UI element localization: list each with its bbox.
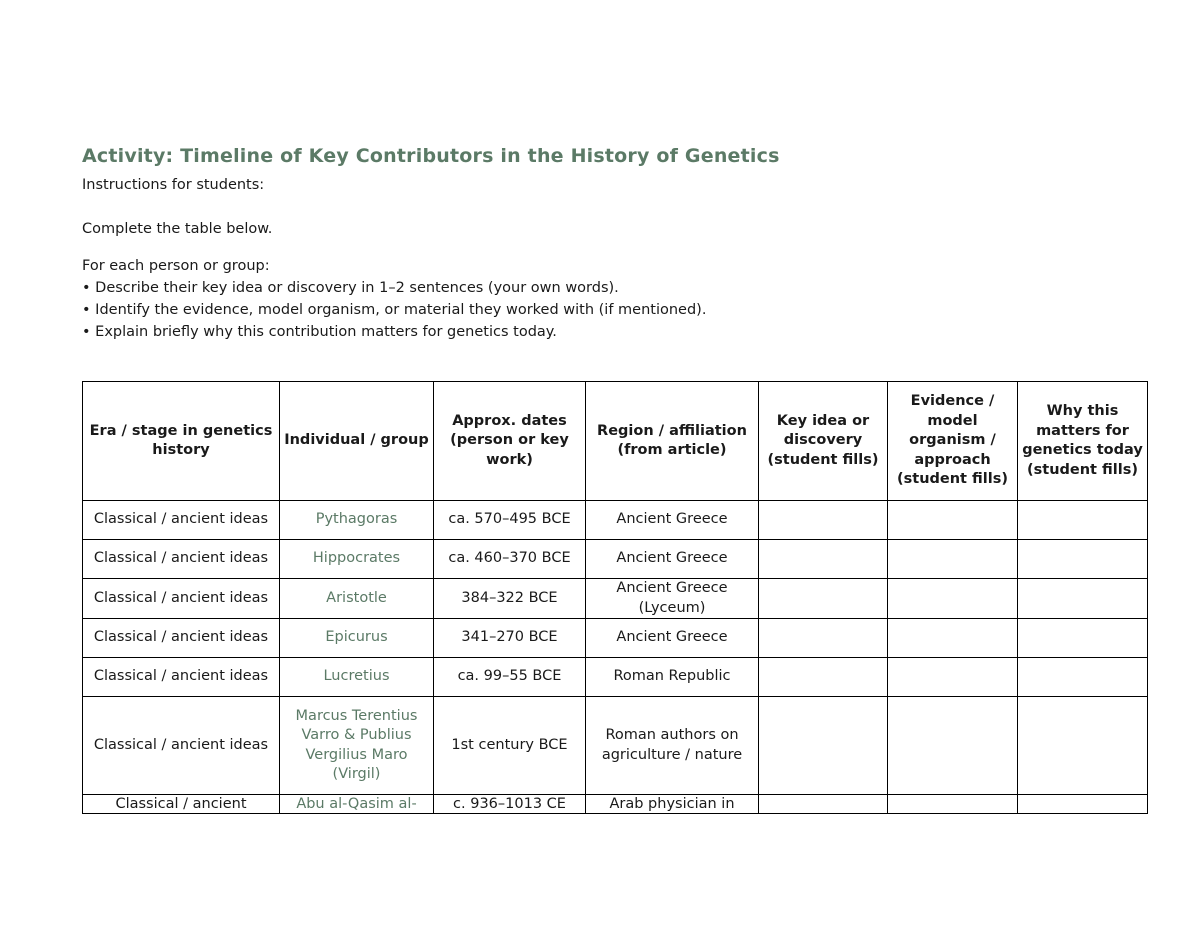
table-row bbox=[83, 619, 1148, 658]
complete-table-instruction: Complete the table below. bbox=[82, 221, 273, 237]
region-cell: Ancient Greece (Lyceum) bbox=[586, 579, 759, 619]
key-idea-cell[interactable] bbox=[759, 619, 888, 658]
evidence-cell[interactable] bbox=[888, 579, 1018, 619]
individual-cell: Hippocrates bbox=[280, 540, 434, 579]
key-idea-cell[interactable] bbox=[759, 579, 888, 619]
activity-title: Activity: Timeline of Key Contributors in the History of Genetics bbox=[82, 145, 780, 167]
era-cell: Classical / ancient ideas bbox=[83, 501, 280, 540]
region-cell: Ancient Greece bbox=[586, 540, 759, 579]
why-matters-cell[interactable] bbox=[1018, 795, 1148, 814]
table-row bbox=[83, 795, 1148, 814]
for-each-instruction: For each person or group: bbox=[82, 258, 270, 274]
individual-cell: Abu al-Qasim al- bbox=[280, 795, 434, 814]
table-row bbox=[83, 501, 1148, 540]
why-matters-cell[interactable] bbox=[1018, 658, 1148, 697]
era-cell: Classical / ancient ideas bbox=[83, 619, 280, 658]
dates-cell: ca. 99–55 BCE bbox=[434, 658, 586, 697]
instruction-bullet: • Explain briefly why this contribution matters for genetics today. bbox=[82, 324, 557, 340]
evidence-cell[interactable] bbox=[888, 658, 1018, 697]
header-evidence: Evidence / model organism / approach (student fills) bbox=[888, 382, 1018, 501]
evidence-cell[interactable] bbox=[888, 697, 1018, 795]
header-dates: Approx. dates (person or key work) bbox=[434, 382, 586, 501]
why-matters-cell[interactable] bbox=[1018, 540, 1148, 579]
evidence-cell[interactable] bbox=[888, 619, 1018, 658]
evidence-cell[interactable] bbox=[888, 795, 1018, 814]
individual-cell: Marcus Terentius Varro & Publius Vergilius Maro (Virgil) bbox=[280, 697, 434, 795]
region-cell: Roman authors on agriculture / nature bbox=[586, 697, 759, 795]
individual-cell: Pythagoras bbox=[280, 501, 434, 540]
dates-cell: 384–322 BCE bbox=[434, 579, 586, 619]
individual-cell: Lucretius bbox=[280, 658, 434, 697]
why-matters-cell[interactable] bbox=[1018, 619, 1148, 658]
dates-cell: ca. 460–370 BCE bbox=[434, 540, 586, 579]
era-cell: Classical / ancient ideas bbox=[83, 697, 280, 795]
era-cell: Classical / ancient ideas bbox=[83, 540, 280, 579]
instructions-heading: Instructions for students: bbox=[82, 177, 265, 193]
header-key-idea: Key idea or discovery (student fills) bbox=[759, 382, 888, 501]
key-idea-cell[interactable] bbox=[759, 540, 888, 579]
instruction-bullet: • Describe their key idea or discovery in 1–2 sentences (your own words). bbox=[82, 280, 619, 296]
header-why-matters: Why this matters for genetics today (student fills) bbox=[1018, 382, 1148, 501]
why-matters-cell[interactable] bbox=[1018, 501, 1148, 540]
evidence-cell[interactable] bbox=[888, 540, 1018, 579]
individual-cell: Epicurus bbox=[280, 619, 434, 658]
era-cell: Classical / ancient bbox=[83, 795, 280, 814]
key-idea-cell[interactable] bbox=[759, 795, 888, 814]
table-row bbox=[83, 540, 1148, 579]
individual-cell: Aristotle bbox=[280, 579, 434, 619]
key-idea-cell[interactable] bbox=[759, 658, 888, 697]
table-header-row bbox=[83, 382, 1148, 501]
header-individual: Individual / group bbox=[280, 382, 434, 501]
timeline-table bbox=[82, 381, 1148, 814]
table-row bbox=[83, 658, 1148, 697]
why-matters-cell[interactable] bbox=[1018, 579, 1148, 619]
instruction-bullet: • Identify the evidence, model organism, or material they worked with (if mentioned). bbox=[82, 302, 707, 318]
key-idea-cell[interactable] bbox=[759, 697, 888, 795]
region-cell: Ancient Greece bbox=[586, 619, 759, 658]
instructions-block bbox=[82, 174, 1082, 343]
why-matters-cell[interactable] bbox=[1018, 697, 1148, 795]
dates-cell: ca. 570–495 BCE bbox=[434, 501, 586, 540]
evidence-cell[interactable] bbox=[888, 501, 1018, 540]
header-era: Era / stage in genetics history bbox=[83, 382, 280, 501]
header-region: Region / affiliation (from article) bbox=[586, 382, 759, 501]
dates-cell: c. 936–1013 CE bbox=[434, 795, 586, 814]
region-cell: Ancient Greece bbox=[586, 501, 759, 540]
dates-cell: 341–270 BCE bbox=[434, 619, 586, 658]
dates-cell: 1st century BCE bbox=[434, 697, 586, 795]
era-cell: Classical / ancient ideas bbox=[83, 658, 280, 697]
region-cell: Roman Republic bbox=[586, 658, 759, 697]
table-row bbox=[83, 697, 1148, 795]
region-cell: Arab physician in bbox=[586, 795, 759, 814]
key-idea-cell[interactable] bbox=[759, 501, 888, 540]
era-cell: Classical / ancient ideas bbox=[83, 579, 280, 619]
table-row bbox=[83, 579, 1148, 619]
